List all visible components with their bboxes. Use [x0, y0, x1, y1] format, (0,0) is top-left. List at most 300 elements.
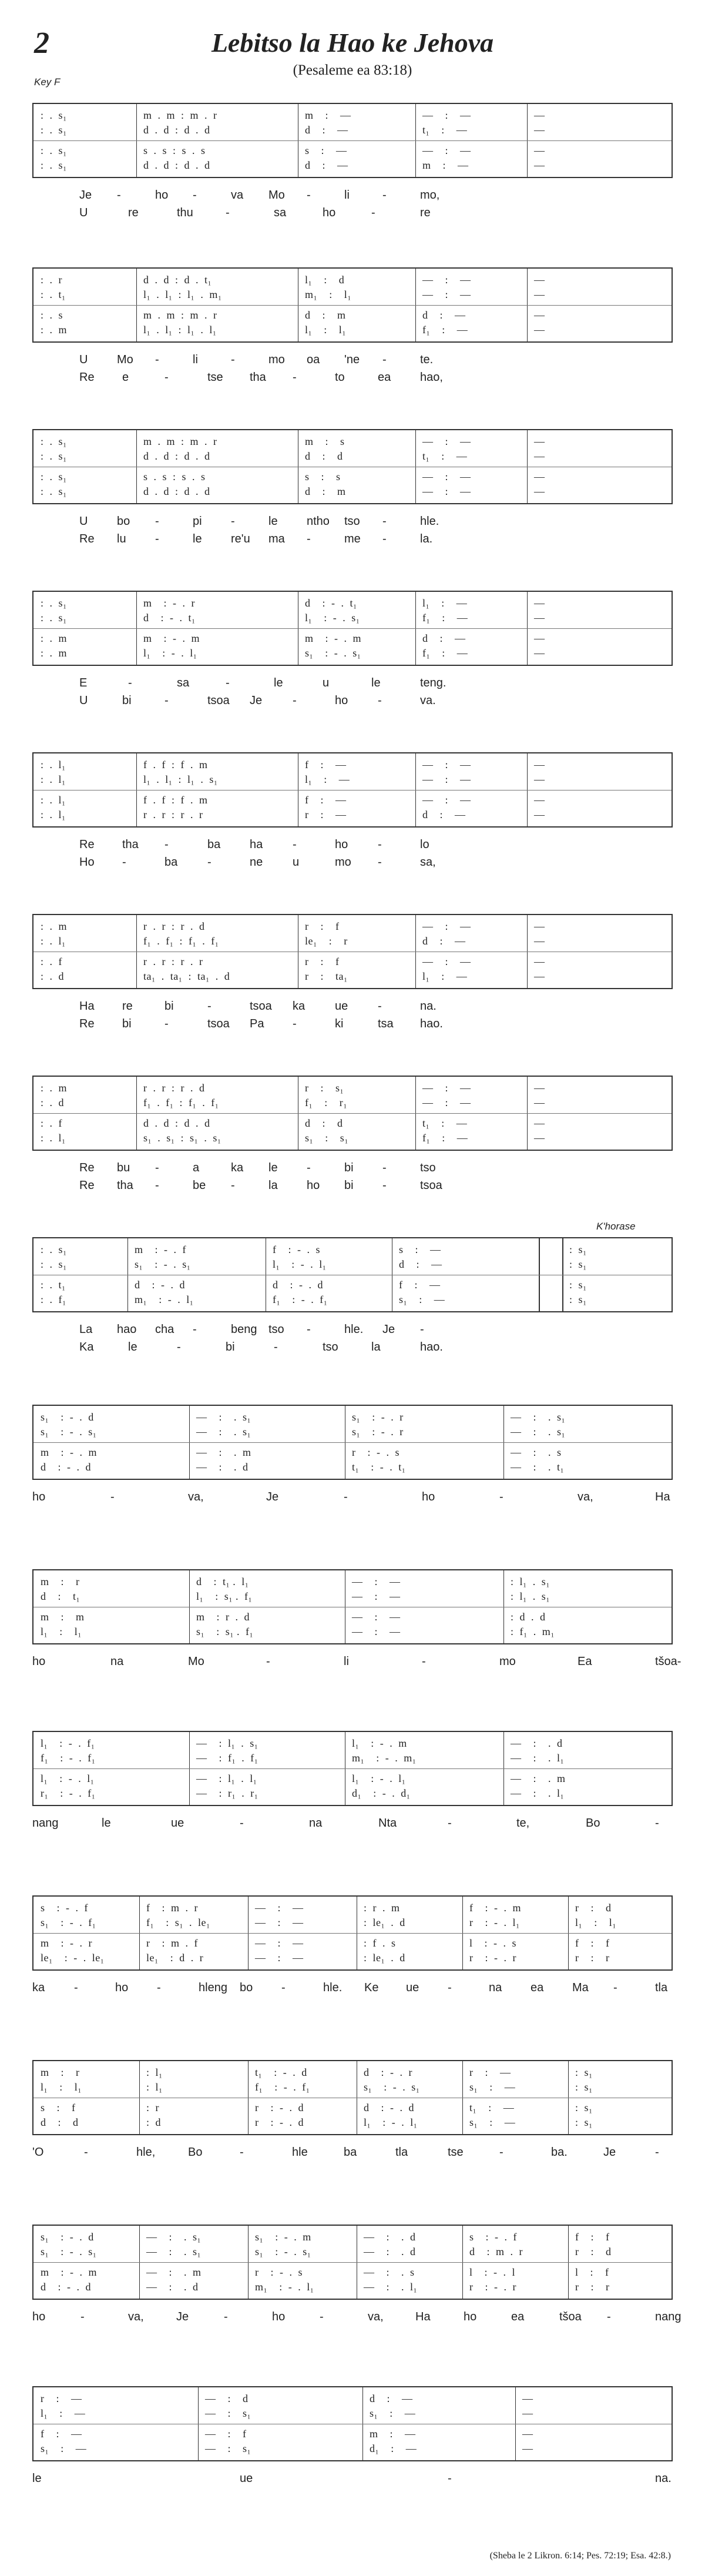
sol-fa-notes: — : l₁ . l₁ [196, 1773, 257, 1784]
sol-fa-notes: f : — [41, 2428, 82, 2440]
lyric-syllable: beng [231, 1323, 257, 1336]
lyric-syllable: ba [207, 838, 221, 851]
staff [32, 752, 673, 828]
lyric-syllable: Ha [415, 2310, 431, 2323]
lyric-syllable: tha [122, 838, 139, 851]
lyric-syllable: Bo [188, 2146, 203, 2159]
sol-fa-notes: d : — [305, 124, 348, 136]
sol-fa-notes: — : s₁ [205, 2443, 251, 2454]
music-system [32, 103, 673, 231]
voice-part [33, 1786, 672, 1801]
sol-fa-notes: le₁ : - . le₁ [41, 1952, 105, 1964]
staff [32, 2386, 673, 2461]
lyric-syllable: le [32, 2472, 42, 2485]
sol-fa-notes: — : — [422, 759, 471, 771]
sol-fa-notes: r : - . s [352, 1446, 400, 1458]
lyric-syllable: tsoa [420, 1179, 442, 1192]
sol-fa-notes: — [534, 436, 545, 447]
lyric-line [32, 2472, 673, 2490]
sol-fa-notes: d₁ : — [370, 2443, 417, 2454]
lyric-syllable: hle. [344, 1323, 364, 1336]
sol-fa-notes: — [534, 324, 545, 336]
lyric-syllable: va, [578, 1490, 593, 1503]
sol-fa-notes: d : — [422, 935, 466, 947]
sol-fa-notes: r : - . l₁ [469, 1917, 520, 1928]
lyric-line [32, 189, 673, 206]
music-system [32, 2225, 682, 2353]
sol-fa-notes: s₁ : — [41, 2443, 87, 2454]
voice-part [33, 1935, 672, 1951]
sol-fa-notes: — [534, 289, 545, 300]
sol-fa-notes: f . f : f . m [143, 759, 208, 771]
sol-fa-notes: : . s₁ [41, 471, 67, 483]
sol-fa-notes: s : f [41, 2102, 76, 2113]
lyric-syllable: va, [128, 2310, 144, 2323]
sol-fa-notes: : . m [41, 632, 68, 644]
sol-fa-notes: — [534, 1082, 545, 1094]
lyric-syllable: oa [307, 353, 320, 366]
sol-fa-notes: l₁ : - . f₁ [41, 1737, 95, 1749]
voice-part [33, 1589, 672, 1604]
voice-part [33, 1424, 672, 1439]
lyric-syllable: - [307, 1161, 311, 1174]
sol-fa-notes: l : - . l [469, 2266, 515, 2278]
lyric-syllable: lu [117, 532, 126, 545]
voice-part [33, 1130, 672, 1145]
lyric-syllable: - [378, 1000, 382, 1013]
sol-fa-notes: : . s₁ [41, 450, 67, 462]
sol-fa-notes: f₁ : - . f₁ [41, 1752, 96, 1764]
lyric-syllable: tšoa- [655, 1655, 682, 1668]
sol-fa-notes: — [534, 1132, 545, 1144]
sol-fa-notes: — : d [205, 2393, 249, 2404]
sol-fa-notes: r : — [305, 809, 347, 820]
sol-fa-notes: — : — [422, 920, 471, 932]
lyric-syllable: le [274, 676, 283, 689]
lyric-syllable: - [607, 2310, 611, 2323]
lyric-syllable: bo [117, 515, 130, 528]
lyric-syllable: - [231, 1179, 235, 1192]
lyric-syllable: Mo [268, 189, 285, 202]
sol-fa-notes: — [534, 485, 545, 497]
sol-fa-notes: — : l₁ . s₁ [196, 1737, 258, 1749]
sol-fa-notes: r : — [469, 2066, 511, 2078]
staff [32, 1405, 673, 1480]
sol-fa-notes: s : s [305, 471, 341, 483]
voice-part [33, 2426, 672, 2441]
sol-fa-notes: m₁ : - . l₁ [255, 2281, 314, 2293]
voice-part [33, 287, 672, 302]
sol-fa-notes: : s₁ [575, 2066, 593, 2078]
lyric-line [32, 2310, 682, 2328]
music-system [32, 1237, 673, 1365]
sol-fa-notes: — : — [352, 1611, 401, 1623]
sol-fa-notes: m . m : m . r [143, 309, 217, 321]
sol-fa-notes: : r [146, 2102, 159, 2113]
lyric-syllable: re [122, 1000, 133, 1013]
sol-fa-notes: r : d [575, 2246, 612, 2257]
lyric-syllable: tso [420, 1161, 436, 1174]
staff [32, 914, 673, 989]
lyric-syllable: ba. [551, 2146, 568, 2159]
sol-fa-notes: — : . l₁ [364, 2281, 418, 2293]
staff [32, 1895, 673, 1971]
lyric-syllable: hao. [420, 1017, 443, 1030]
sol-fa-notes: f₁ . f₁ : f₁ . f₁ [143, 935, 219, 947]
music-system [32, 914, 673, 1042]
lyric-line [32, 353, 673, 371]
sol-fa-notes: f₁ : r₁ [305, 1097, 348, 1108]
lyric-syllable: ho [32, 1655, 46, 1668]
lyric-syllable: Re [79, 1161, 95, 1174]
sol-fa-notes: m : - . m [41, 1446, 97, 1458]
lyric-syllable: li [193, 353, 198, 366]
sol-fa-notes: : . s₁ [41, 436, 67, 447]
lyric-syllable: hle. [420, 515, 439, 528]
lyric-syllable: na [309, 1817, 323, 1830]
staff [32, 1076, 673, 1151]
lyric-line [32, 1490, 673, 1508]
sol-fa-notes: m : — [305, 109, 351, 121]
voice-part [33, 1257, 672, 1272]
sol-fa-notes: d : — [399, 1258, 442, 1270]
sol-fa-notes: — [522, 2443, 533, 2454]
sol-fa-notes: — [534, 145, 545, 156]
sol-fa-notes: — : . s [364, 2266, 415, 2278]
voice-pair-divider [33, 305, 672, 306]
sol-fa-notes: — : — [422, 436, 471, 447]
lyric-syllable: bi [164, 1000, 174, 1013]
sol-fa-notes: s₁ : — [399, 1294, 445, 1305]
sol-fa-notes: : . t₁ [41, 289, 66, 300]
voice-part [33, 2391, 672, 2406]
sol-fa-notes: : le₁ . d [364, 1917, 405, 1928]
lyric-syllable: na [110, 1655, 124, 1668]
lyric-syllable: - [499, 1490, 503, 1503]
lyric-syllable: va. [420, 694, 436, 707]
lyrics-block [32, 2300, 682, 2353]
lyric-syllable: ka [231, 1161, 244, 1174]
lyric-syllable: ue [406, 1981, 419, 1994]
sol-fa-notes: r : ta₁ [305, 970, 348, 982]
lyric-syllable: - [207, 1000, 212, 1013]
sol-fa-notes: s₁ : - . d [41, 2231, 94, 2243]
sol-fa-notes: l₁ : d [305, 274, 345, 286]
sol-fa-notes: — : — [422, 145, 471, 156]
sol-fa-notes: f₁ : — [422, 612, 468, 624]
sol-fa-notes: d : — [422, 809, 466, 820]
sol-fa-notes: l : - . s [469, 1937, 517, 1949]
sol-fa-notes: r : - . r [469, 2281, 516, 2293]
lyric-syllable: na [489, 1981, 502, 1994]
lyric-syllable: Nta [378, 1817, 397, 1830]
sol-fa-notes: m₁ : - . l₁ [135, 1294, 194, 1305]
lyric-syllable: Mo [117, 353, 133, 366]
sol-fa-notes: — : — [352, 1626, 401, 1637]
sol-fa-notes: : . m [41, 920, 68, 932]
sol-fa-notes: m : - . r [41, 1937, 92, 1949]
lyric-syllable: - [293, 1017, 297, 1030]
lyrics-block [32, 2135, 673, 2188]
sol-fa-notes: l₁ : - . l₁ [352, 1773, 406, 1784]
sol-fa-notes: f : — [305, 759, 347, 771]
lyrics-block [32, 666, 673, 719]
sol-fa-notes: s : - . f [469, 2231, 517, 2243]
sol-fa-notes: : . l₁ [41, 809, 66, 820]
lyric-syllable: te. [420, 353, 434, 366]
sol-fa-notes: — [534, 935, 545, 947]
voice-part [33, 1459, 672, 1475]
sol-fa-notes: d . d : d . d [143, 159, 210, 171]
lyric-line [32, 371, 673, 388]
lyric-syllable: Ke [364, 1981, 379, 1994]
lyric-syllable: ho [464, 2310, 477, 2323]
lyric-syllable: - [155, 353, 159, 366]
lyric-syllable: bi [344, 1161, 354, 1174]
sol-fa-notes: m : — [422, 159, 469, 171]
voice-part [33, 1242, 672, 1257]
sol-fa-notes: d₁ : - . d₁ [352, 1787, 411, 1799]
lyric-line [32, 1017, 673, 1035]
lyric-syllable: ho [422, 1490, 435, 1503]
sol-fa-notes: l₁ : l₁ [575, 1917, 617, 1928]
lyric-syllable: - [382, 515, 387, 528]
lyric-line [32, 856, 673, 873]
sol-fa-notes: — : . t₁ [511, 1461, 565, 1473]
lyric-syllable: re [128, 206, 139, 219]
sol-fa-notes: d : — [370, 2393, 413, 2404]
sol-fa-notes: : s₁ [569, 1258, 587, 1270]
lyric-syllable: le [371, 676, 381, 689]
lyrics-block [32, 989, 673, 1042]
lyric-syllable: hle. [323, 1981, 343, 1994]
lyric-syllable: Ma [572, 1981, 589, 1994]
sol-fa-notes: d . d : d . t₁ [143, 274, 212, 286]
lyrics-block [32, 1971, 673, 2024]
sol-fa-notes: d : m [305, 309, 346, 321]
sol-fa-notes: — : s₁ [205, 2407, 251, 2419]
lyric-syllable: va, [368, 2310, 384, 2323]
voice-part [33, 919, 672, 934]
sol-fa-notes: — : . m [146, 2266, 202, 2278]
lyric-syllable: - [84, 2146, 88, 2159]
sol-fa-notes: : . s₁ [41, 1244, 67, 1255]
sol-fa-notes: — : — [352, 1576, 401, 1587]
lyric-syllable: ha [250, 838, 263, 851]
sol-fa-notes: d : - . t₁ [143, 612, 196, 624]
voice-part [33, 969, 672, 984]
sol-fa-notes: — : — [422, 1097, 471, 1108]
sol-fa-notes: — [534, 1097, 545, 1108]
lyrics-block [32, 1644, 682, 1697]
sol-fa-notes: — [534, 309, 545, 321]
voice-part [33, 1609, 672, 1624]
voice-part [33, 1771, 672, 1786]
lyric-syllable: - [231, 353, 235, 366]
lyric-syllable: ho [32, 1490, 46, 1503]
lyric-syllable: - [293, 694, 297, 707]
song-header [0, 0, 705, 88]
lyric-syllable: hao, [420, 371, 443, 384]
music-system [32, 1569, 682, 1697]
lyric-syllable: mo [335, 856, 351, 869]
lyric-syllable: tsoa [250, 1000, 272, 1013]
lyric-syllable: - [320, 2310, 324, 2323]
lyric-syllable: tha [250, 371, 266, 384]
sol-fa-notes: — : — [255, 1917, 304, 1928]
sol-fa-notes: d : d [305, 1117, 343, 1129]
sol-fa-notes: — : — [422, 773, 471, 785]
sol-fa-notes: : . f [41, 956, 62, 967]
sol-fa-notes: t₁ : — [422, 1117, 468, 1129]
sol-fa-notes: — [522, 2407, 533, 2419]
sol-fa-notes: d . d : d . d [143, 485, 210, 497]
sol-fa-notes: — : f [205, 2428, 247, 2440]
sol-fa-notes: s . s : s . s [143, 471, 206, 483]
sol-fa-notes: : . s₁ [41, 597, 67, 609]
voice-part [33, 158, 672, 173]
lyric-syllable: le [102, 1817, 111, 1830]
voice-part [33, 1750, 672, 1766]
voice-part [33, 448, 672, 464]
sol-fa-notes: l₁ : — [422, 970, 468, 982]
sol-fa-notes: : . d [41, 1097, 65, 1108]
lyric-syllable: Je [176, 2310, 189, 2323]
lyric-line [32, 206, 673, 224]
lyric-syllable: Pa [250, 1017, 264, 1030]
sol-fa-notes: : l₁ [146, 2081, 163, 2093]
music-system [32, 752, 673, 880]
sol-fa-notes: — [534, 970, 545, 982]
sol-fa-notes: — : — [422, 471, 471, 483]
sol-fa-notes: : r . m [364, 1902, 400, 1914]
lyric-syllable: - [128, 676, 132, 689]
lyric-syllable: - [231, 515, 235, 528]
voice-part [33, 2115, 672, 2130]
lyric-syllable: U [79, 515, 88, 528]
lyric-syllable: mo [499, 1655, 516, 1668]
sol-fa-notes: — : . s [511, 1446, 562, 1458]
sol-fa-notes: f : - . m [469, 1902, 521, 1914]
lyric-syllable: pi [193, 515, 202, 528]
sol-fa-notes: r : r [575, 2281, 610, 2293]
sol-fa-notes: l₁ . l₁ : l₁ . m₁ [143, 289, 222, 300]
lyric-syllable: - [293, 838, 297, 851]
lyric-syllable: sa, [420, 856, 436, 869]
voice-part [33, 307, 672, 323]
lyric-syllable: re [420, 206, 431, 219]
lyric-syllable: hle, [136, 2146, 156, 2159]
lyric-syllable: tšoa [559, 2310, 582, 2323]
lyric-syllable: lo [420, 838, 429, 851]
lyric-syllable: u [293, 856, 300, 869]
sol-fa-notes: f : f [575, 2231, 610, 2243]
lyric-syllable: la [268, 1179, 278, 1192]
sol-fa-notes: t₁ : - . d [255, 2066, 307, 2078]
voice-pair-divider [33, 1113, 672, 1114]
sol-fa-notes: r₁ : - . f₁ [41, 1787, 96, 1799]
sol-fa-notes: : . s₁ [41, 1258, 67, 1270]
sol-fa-notes: : l₁ . s₁ [511, 1590, 550, 1602]
lyric-syllable: nang [655, 2310, 682, 2323]
lyric-syllable: le [193, 532, 202, 545]
lyric-syllable: ki [335, 1017, 344, 1030]
sol-fa-notes: — : . s₁ [511, 1411, 566, 1423]
lyric-syllable: hleng [199, 1981, 227, 1994]
sol-fa-notes: s₁ : - . s₁ [305, 647, 361, 659]
sol-fa-notes: — [522, 2428, 533, 2440]
lyric-syllable: na. [655, 2472, 672, 2485]
staff [32, 1731, 673, 1806]
lyric-syllable: ea [378, 371, 391, 384]
lyric-syllable: mo [268, 353, 285, 366]
voice-part [33, 2279, 672, 2294]
lyric-syllable: - [382, 189, 387, 202]
staff [32, 267, 673, 343]
lyric-syllable: U [79, 206, 88, 219]
sol-fa-notes: : . l₁ [41, 935, 66, 947]
sol-fa-notes: — : — [422, 956, 471, 967]
lyric-syllable: me [344, 532, 361, 545]
sol-fa-notes: — : . d [196, 1461, 249, 1473]
sol-fa-notes: : . f₁ [41, 1294, 66, 1305]
sol-fa-notes: — : f₁ . f₁ [196, 1752, 258, 1764]
sol-fa-notes: : s₁ [575, 2081, 593, 2093]
lyric-syllable: - [448, 1817, 452, 1830]
staff [32, 2225, 673, 2300]
lyric-syllable: - [207, 856, 212, 869]
music-system [32, 2386, 673, 2514]
lyric-syllable: - [448, 1981, 452, 1994]
chorus-label: K'horase [596, 1221, 636, 1232]
lyric-syllable: - [164, 694, 169, 707]
sol-fa-notes: r . r : r . d [143, 1082, 205, 1094]
voice-part [33, 1095, 672, 1110]
sol-fa-notes: s₁ : - . d [41, 1411, 94, 1423]
sol-fa-notes: — [534, 647, 545, 659]
sol-fa-notes: l₁ : - . l₁ [364, 2116, 418, 2128]
lyric-syllable: li [344, 1655, 349, 1668]
sol-fa-notes: m : - . m [143, 632, 200, 644]
sol-fa-notes: f₁ : — [422, 647, 468, 659]
sol-fa-notes: d . d : d . d [143, 124, 210, 136]
sol-fa-notes: d : - . d [135, 1279, 185, 1291]
lyric-syllable: la. [420, 532, 433, 545]
key-signature: Key F [34, 76, 61, 88]
lyric-syllable: tla [655, 1981, 668, 1994]
lyric-syllable: ka [293, 1000, 306, 1013]
voice-part [33, 757, 672, 772]
lyric-syllable: - [293, 371, 297, 384]
lyric-syllable: - [382, 532, 387, 545]
staff [32, 103, 673, 178]
lyrics-block [32, 1312, 673, 1365]
lyric-syllable: ea [531, 1981, 544, 1994]
sol-fa-notes: : l₁ [146, 2066, 163, 2078]
voice-pair-divider [33, 2262, 672, 2263]
sol-fa-notes: m₁ : l₁ [305, 289, 352, 300]
sol-fa-notes: le₁ : d . r [146, 1952, 204, 1964]
sol-fa-notes: f : — [399, 1279, 441, 1291]
sol-fa-notes: r : r [575, 1952, 610, 1964]
lyric-syllable: ka [32, 1981, 45, 1994]
sol-fa-notes: s₁ : - . s₁ [255, 2246, 311, 2257]
lyric-syllable: - [378, 838, 382, 851]
lyric-syllable: u [323, 676, 330, 689]
song-title: Lebitso la Hao ke Jehova [211, 28, 494, 58]
lyric-syllable: - [155, 515, 159, 528]
sol-fa-notes: — : — [255, 1937, 304, 1949]
